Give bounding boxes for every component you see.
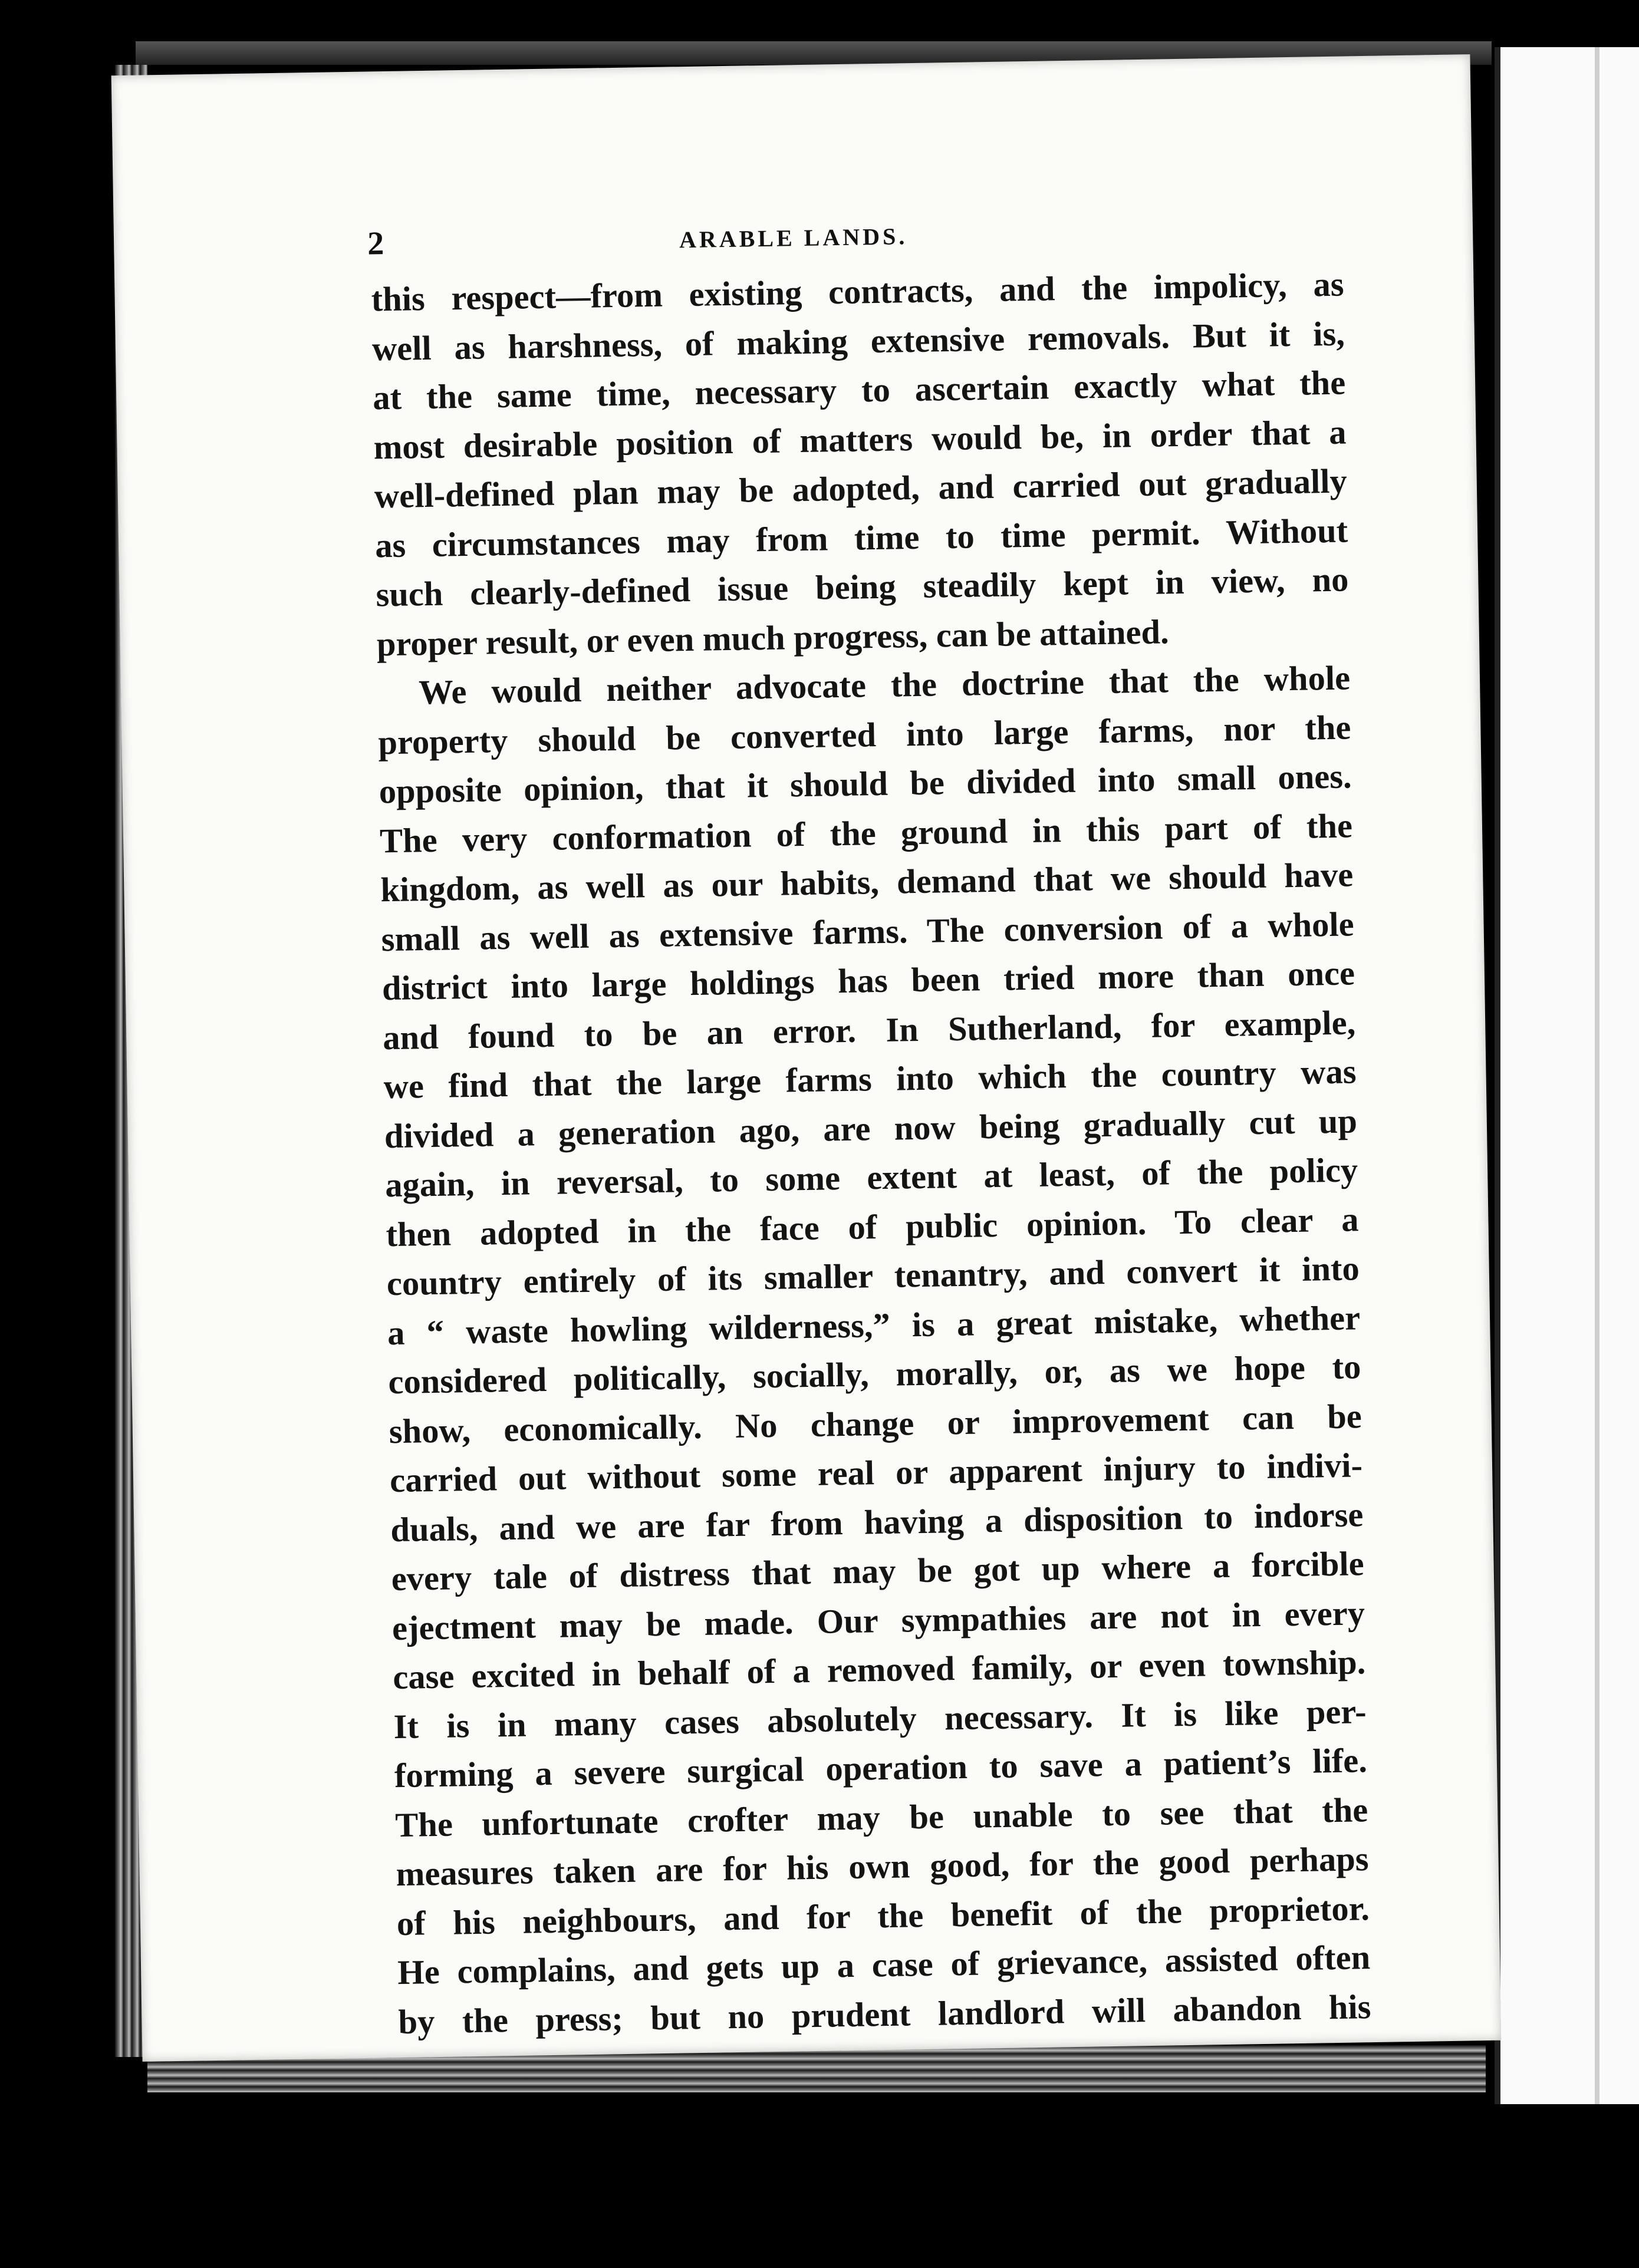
adjacent-page-fold	[1595, 47, 1599, 2104]
text-line: The unfortunate crofter may be unable to see that the	[394, 1790, 1368, 1844]
adjacent-page-edge	[1495, 47, 1639, 2104]
body-text	[371, 260, 1371, 2047]
text-line: case excited in behalf of a removed family, or even township.	[392, 1643, 1366, 1697]
text-line: such clearly-defined issue being steadily kept in view, no	[376, 560, 1349, 614]
text-line: small as well as extensive farms. The conversion of a whole	[381, 904, 1355, 958]
text-line: most desirable position of matters would be, in order that a	[373, 412, 1347, 466]
text-line: well-defined plan may be adopted, and carried out gradually	[374, 461, 1348, 516]
text-line: He complains, and gets up a case of grievance, assisted often	[397, 1938, 1371, 1992]
text-line: as circumstances may from time to time permit. Without	[374, 510, 1348, 565]
text-line: well as harshness, of making extensive removals. But it is,	[371, 314, 1345, 368]
text-line: of his neighbours, and for the benefit of the proprietor.	[396, 1888, 1370, 1943]
text-line: duals, and we are far from having a disposition to indorse	[390, 1495, 1364, 1549]
page-number: 2	[367, 225, 384, 262]
text-line: measures taken are for his own good, for the good perhaps	[396, 1840, 1369, 1894]
book-page	[111, 54, 1502, 2062]
text-line: ejectment may be made. Our sympathies are not in every	[391, 1593, 1365, 1647]
text-line: by the press; but no prudent landlord will abandon his	[398, 1987, 1371, 2041]
text-line: and found to be an error. In Sutherland, for example,	[382, 1003, 1356, 1057]
text-line: we find that the large farms into which the country was	[383, 1052, 1357, 1106]
text-line: The very conformation of the ground in this part of the	[379, 806, 1353, 860]
text-line: a “ waste howling wilderness,” is a great mistake, whether	[387, 1298, 1361, 1352]
text-line: country entirely of its smaller tenantry, and convert it into	[386, 1249, 1360, 1303]
text-line: forming a severe surgical operation to save a patient’s life.	[394, 1741, 1368, 1795]
text-line: We would neither advocate the doctrine that the whole	[418, 658, 1351, 712]
text-line: property should be converted into large farms, nor the	[377, 707, 1351, 762]
text-line: divided a generation ago, are now being gradually cut up	[384, 1101, 1358, 1155]
text-line: opposite opinion, that it should be divided into small ones.	[379, 757, 1352, 811]
text-line: It is in many cases absolutely necessary. It is like per-	[393, 1692, 1367, 1746]
text-line: every tale of distress that may be got up where a forcible	[391, 1544, 1365, 1598]
text-line: district into large holdings has been tried more than once	[381, 954, 1355, 1008]
text-line: considered politically, socially, morally, or, as we hope to	[388, 1347, 1361, 1402]
running-head: ARABLE LANDS.	[679, 223, 908, 253]
text-line: kingdom, as well as our habits, demand that we should have	[380, 855, 1354, 909]
text-line: proper result, or even much progress, can be attained.	[376, 612, 1170, 663]
text-line: show, economically. No change or improvement can be	[389, 1396, 1362, 1451]
text-line: then adopted in the face of public opinion. To clear a	[386, 1199, 1359, 1254]
text-line: again, in reversal, to some extent at least, of the policy	[384, 1151, 1358, 1205]
text-line: at the same time, necessary to ascertain exactly what the	[372, 363, 1346, 417]
text-line: carried out without some real or apparent injury to indivi-	[389, 1446, 1363, 1500]
text-line: this respect—from existing contracts, and the impolicy, as	[371, 265, 1344, 319]
